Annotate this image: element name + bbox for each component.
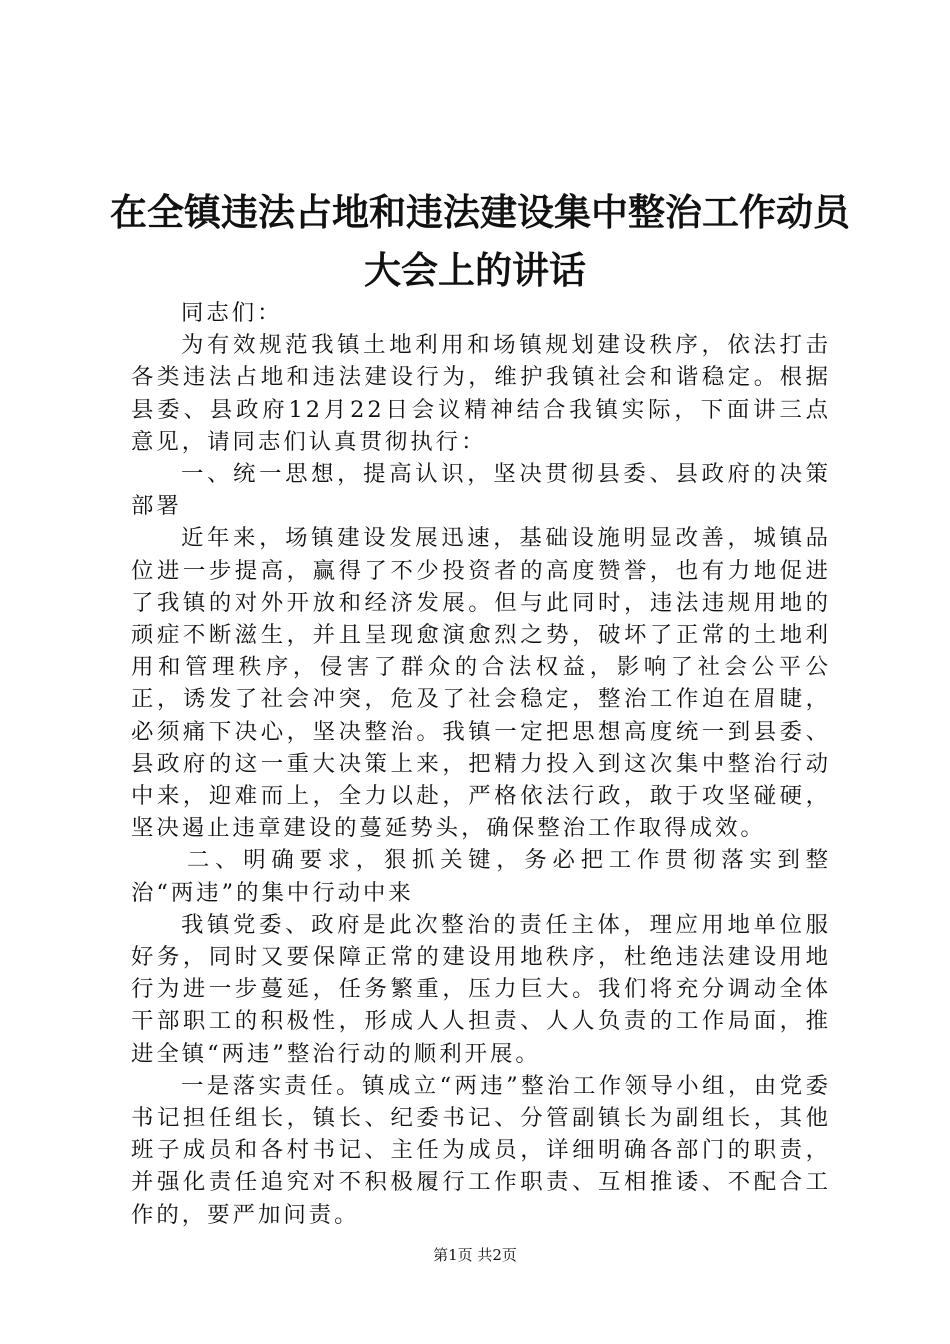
section-heading: 一、统一思想，提高认识，坚决贯彻县委、县政府的决策部署 [131,461,831,520]
body-paragraph: 近年来，场镇建设发展迅速，基础设施明显改善，城镇品位进一步提高，赢得了不少投资者的高度赞誉，也有力地促进了我镇的对外开放和经济发展。但与此同时，违法违规用地的顽症不断滋生，并且呈现愈演愈烈之势，破坏了正常的土地利用和管理秩序，侵害了群众的合法权益，影响了社会公平公正，诱发了社会冲突，危及了社会稳定，整治工作迫在眉睫，必须痛下决心，坚决整治。我镇一定把思想高度统一到县委、县政府的这一重大决策上来，把精力投入到这次集中整治行动中来，迎难而上，全力以赴，严格依法行政，敢于攻坚碰硬，坚决遏止违章建设的蔓延势头，确保整治工作取得成效。 [131,525,831,842]
body-paragraph: 为有效规范我镇土地利用和场镇规划建设秩序，依法打击各类违法占地和违法建设行为，维护我镇社会和谐稳定。根据县委、县政府12月22日会议精神结合我镇实际，下面讲三点意见，请同志们认真贯彻执行： [131,332,831,455]
body-paragraph: 我镇党委、政府是此次整治的责任主体，理应用地单位服好务，同时又要保障正常的建设用地秩序，杜绝违法建设用地行为进一步蔓延，任务繁重，压力巨大。我们将充分调动全体干部职工的积极性，形成人人担责、人人负责的工作局面，推进全镇“两违”整治行动的顺利开展。 [131,911,831,1067]
body-paragraph: 一是落实责任。镇成立“两违”整治工作领导小组，由党委书记担任组长，镇长、纪委书记、分管副镇长为副组长，其他班子成员和各村书记、主任为成员，详细明确各部门的职责，并强化责任追究对不积极履行工作职责、互相推诿、不配合工作的，要严加问责。 [131,1072,831,1228]
salutation: 同志们： [181,300,283,326]
section-heading: 二、明确要求，狠抓关键，务必把工作贯彻落实到整治“两违”的集中行动中来 [131,847,831,906]
document-title-line-1: 在全镇违法占地和违法建设集中整治工作动员 [110,190,850,234]
document-body [131,297,831,1231]
page-number-footer: 第1页 共2页 [433,1246,517,1264]
document-title-line-2: 大会上的讲话 [364,248,586,292]
